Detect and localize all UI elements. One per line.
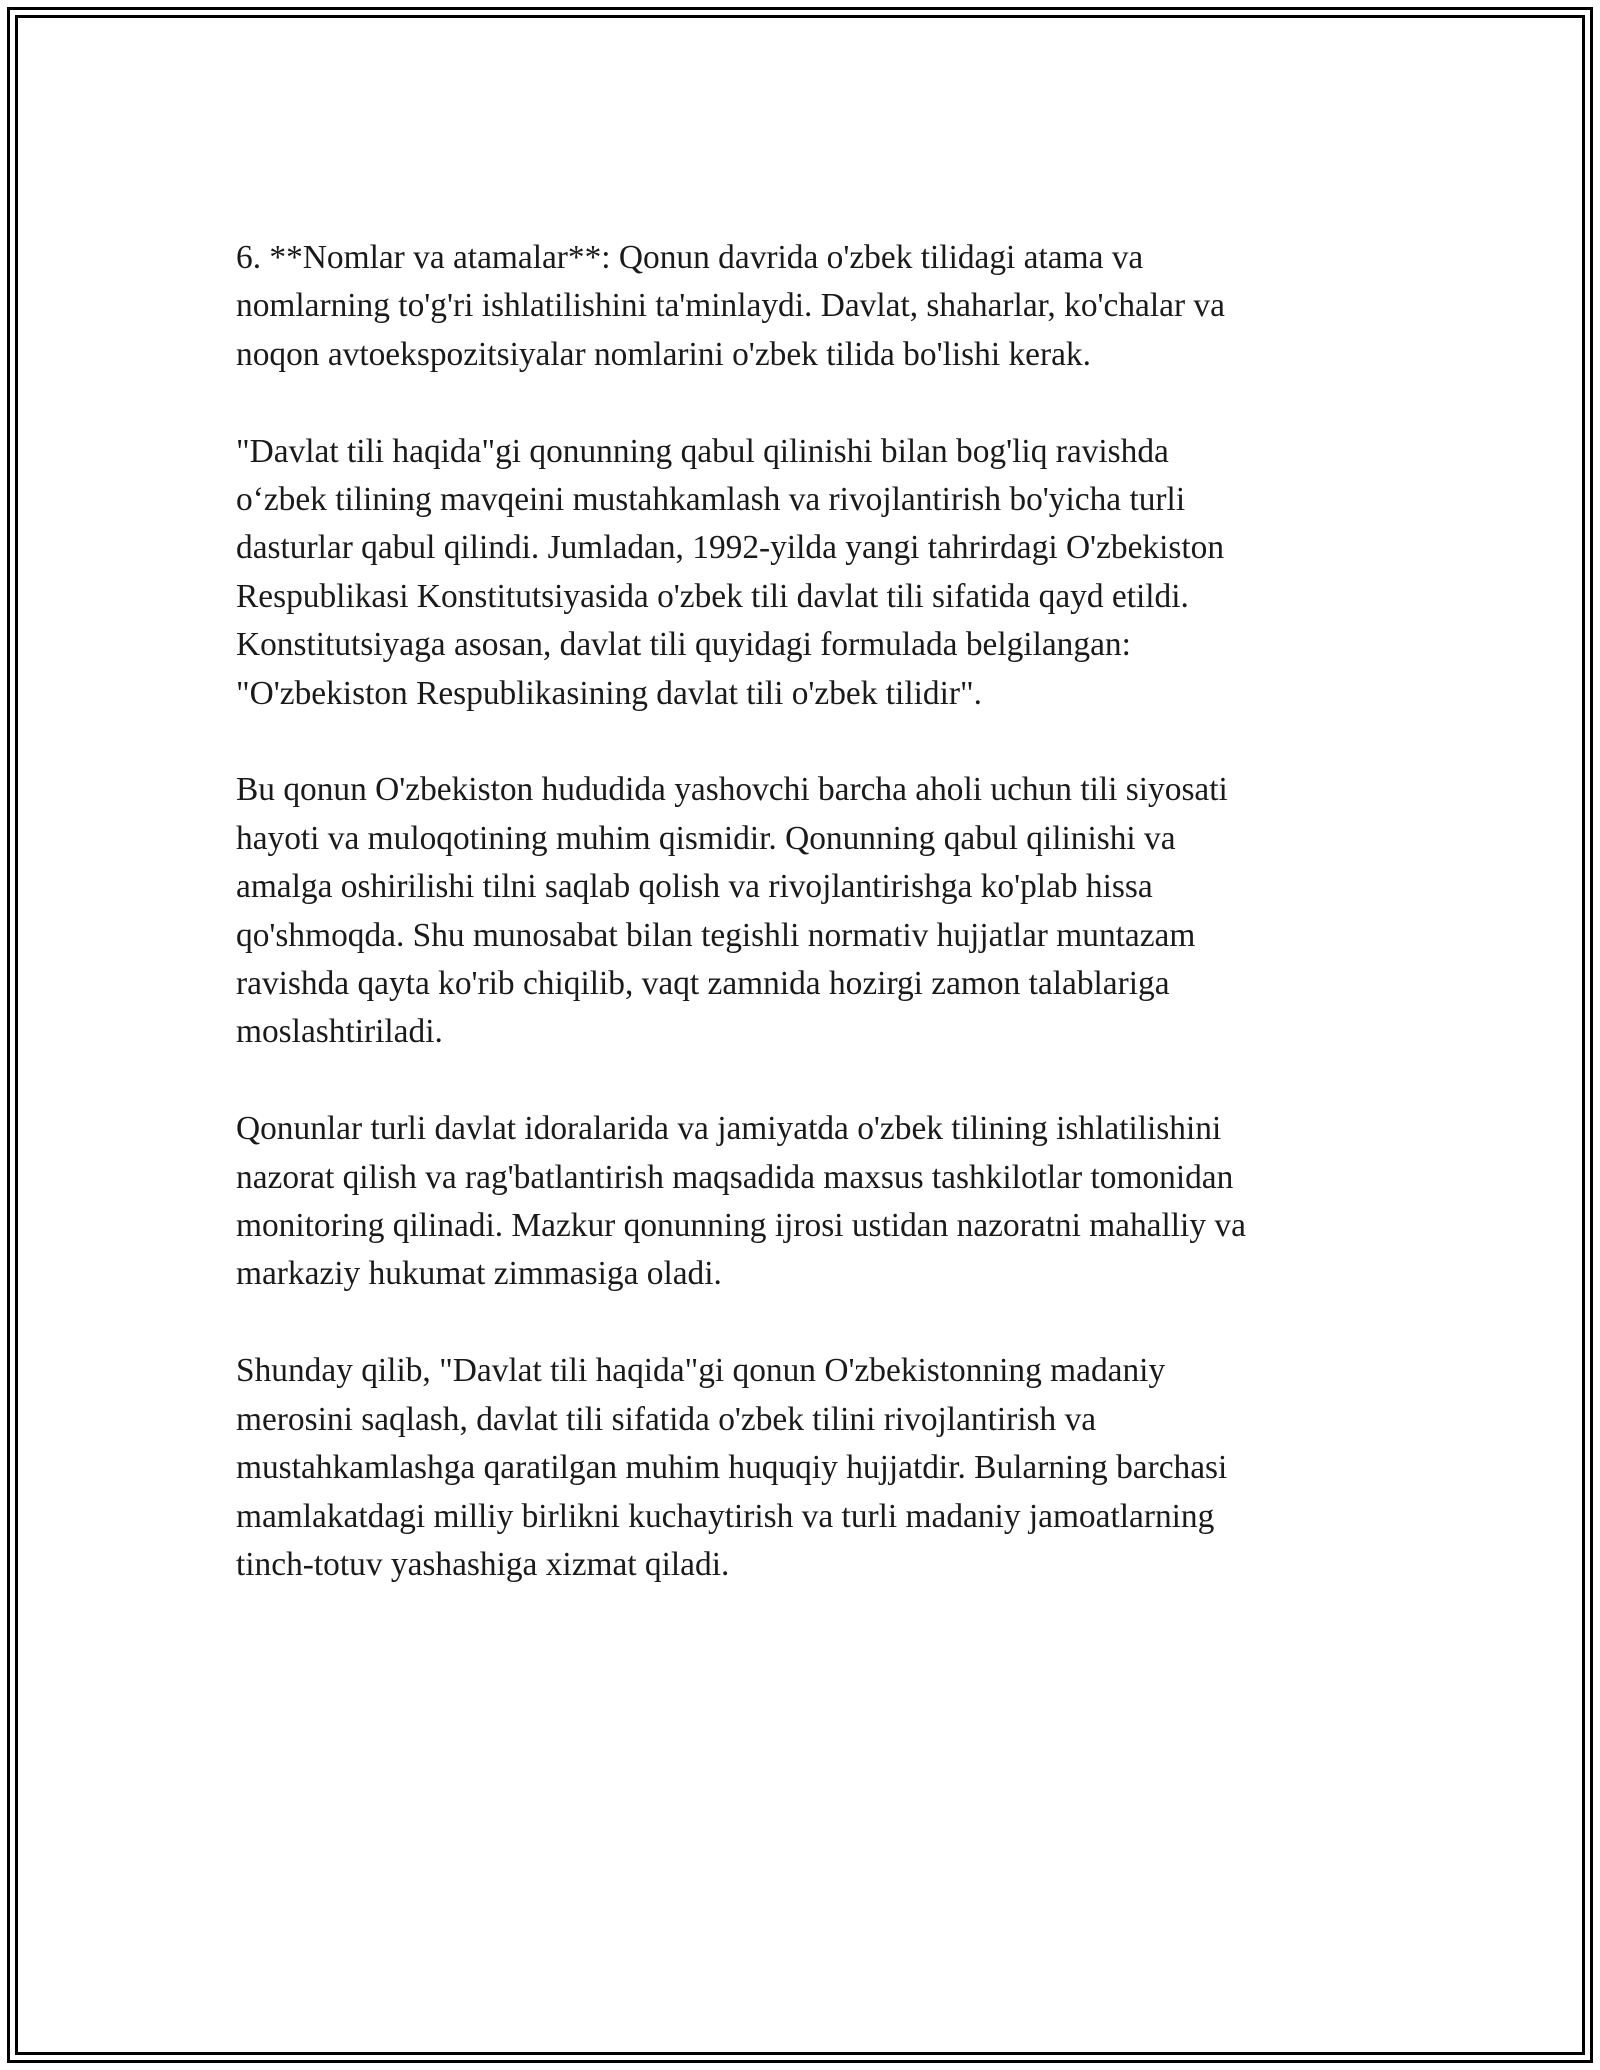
paragraph-law-importance: Bu qonun O'zbekiston hududida yashovchi barcha aholi uchun tili siyosati hayoti va muloqotining muhim qismidir. Qonunning qabul qilinishi va amalga oshirilishi tilni saqlab qolish va rivojlantirishga ko'plab hissa qo'shmoqda. Shu munosabat bilan tegishli normativ hujjatlar muntazam ravishda qayta ko'rib chiqilib, vaqt zamnida hozirgi zamon talablariga moslashtiriladi. — [236, 771, 1228, 1051]
paragraph-state-language-law: "Davlat tili haqida"gi qonunning qabul qilinishi bilan bog'liq ravishda o‘zbek tilining mavqeini mustahkamlash va rivojlantirish bo'yicha turli dasturlar qabul qilindi. Jumladan, 1992-yilda yangi tahrirdagi O'zbekiston Respublikasi Konstitutsiyasida o'zbek tili davlat tili sifatida qayd etildi. Konstitutsiyaga asosan, davlat tili quyidagi formulada belgilangan: "O'zbekiston Respublikasining davlat tili o'zbek tilidir". — [236, 432, 1225, 712]
paragraph-names-and-terms: 6. **Nomlar va atamalar**: Qonun davrida o'zbek tilidagi atama va nomlarning to'g'ri ishlatilishini ta'minlaydi. Davlat, shaharlar, ko'chalar va noqon avtoekspozitsiyalar nomlarini o'zbek tilida bo'lishi kerak. — [236, 239, 1225, 373]
paragraph-conclusion: Shunday qilib, "Davlat tili haqida"gi qonun O'zbekistonning madaniy merosini saqlash, davlat tili sifatida o'zbek tilini rivojlantirish va mustahkamlashga qaratilgan muhim huquqiy hujjatdir. Bularning barchasi mamlakatdagi milliy birlikni kuchaytirish va turli madaniy jamoatlarning tinch-totuv yashashiga xizmat qiladi. — [236, 1352, 1228, 1583]
paragraph-monitoring: Qonunlar turli davlat idoralarida va jamiyatda o'zbek tilining ishlatilishini nazorat qilish va rag'batlantirish maqsadida maxsus tashkilotlar tomonidan monitoring qilinadi. Mazkur qonunning ijrosi ustidan nazoratni mahalliy va markaziy hukumat zimmasiga oladi. — [236, 1110, 1246, 1293]
document-body — [236, 234, 1366, 1638]
